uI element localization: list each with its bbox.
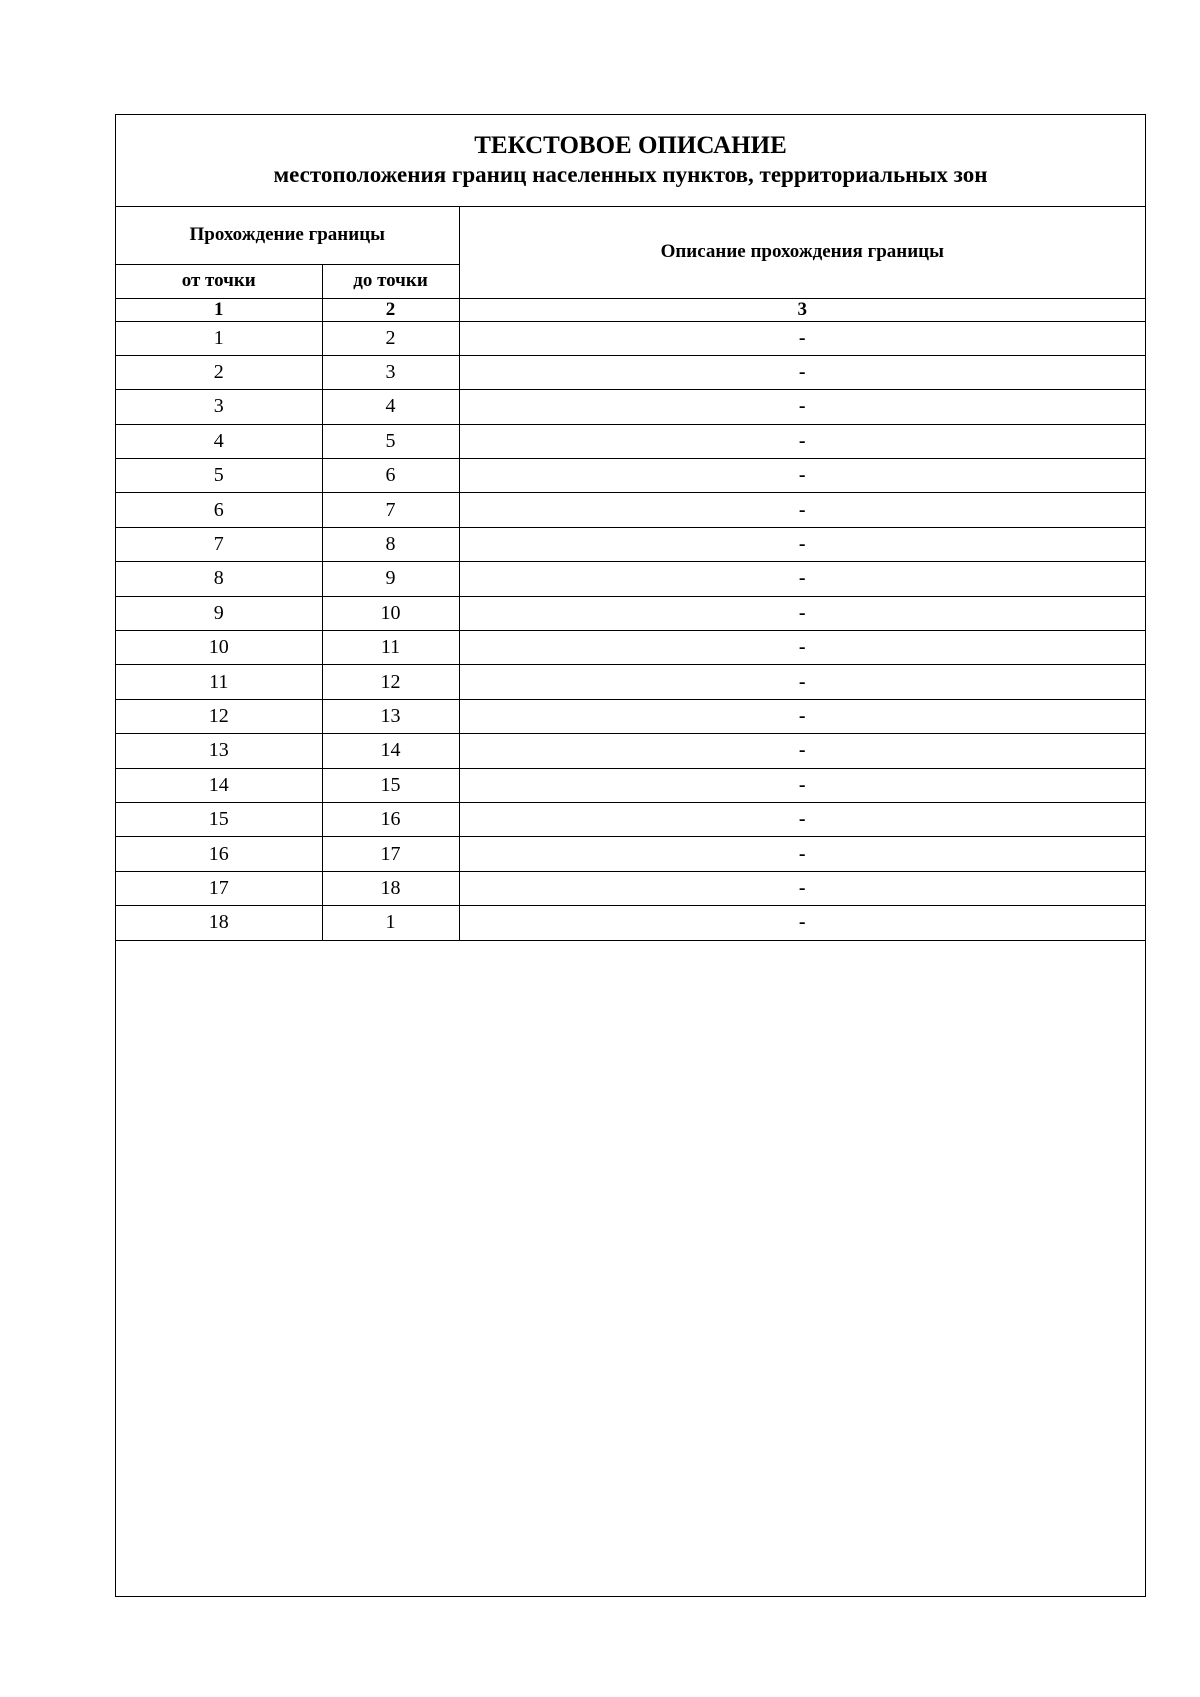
description-cell: - <box>459 562 1145 596</box>
boundary-table <box>116 207 1145 941</box>
table-row <box>116 631 1145 665</box>
from-point-cell: 1 <box>116 321 322 355</box>
to-point-cell: 9 <box>322 562 459 596</box>
from-point-cell: 17 <box>116 871 322 905</box>
from-point-cell: 12 <box>116 699 322 733</box>
from-point-cell: 4 <box>116 424 322 458</box>
header-to-point: до точки <box>322 264 459 298</box>
document-frame <box>115 114 1146 1597</box>
from-point-cell: 3 <box>116 390 322 424</box>
description-cell: - <box>459 871 1145 905</box>
column-number-row <box>116 298 1145 321</box>
table-row <box>116 527 1145 561</box>
header-boundary-passage: Прохождение границы <box>116 207 459 264</box>
table-row <box>116 802 1145 836</box>
table-row <box>116 734 1145 768</box>
description-cell: - <box>459 424 1145 458</box>
table-row <box>116 562 1145 596</box>
from-point-cell: 8 <box>116 562 322 596</box>
to-point-cell: 12 <box>322 665 459 699</box>
to-point-cell: 18 <box>322 871 459 905</box>
description-cell: - <box>459 837 1145 871</box>
table-row <box>116 906 1145 940</box>
to-point-cell: 8 <box>322 527 459 561</box>
to-point-cell: 5 <box>322 424 459 458</box>
description-cell: - <box>459 699 1145 733</box>
from-point-cell: 15 <box>116 802 322 836</box>
description-cell: - <box>459 802 1145 836</box>
to-point-cell: 11 <box>322 631 459 665</box>
from-point-cell: 9 <box>116 596 322 630</box>
description-cell: - <box>459 459 1145 493</box>
document-subtitle: местоположения границ населенных пунктов, территориальных зон <box>273 162 988 187</box>
title-block <box>116 115 1145 207</box>
table-row <box>116 596 1145 630</box>
from-point-cell: 18 <box>116 906 322 940</box>
to-point-cell: 3 <box>322 355 459 389</box>
from-point-cell: 10 <box>116 631 322 665</box>
table-row <box>116 699 1145 733</box>
table-body <box>116 298 1145 940</box>
description-cell: - <box>459 734 1145 768</box>
to-point-cell: 16 <box>322 802 459 836</box>
from-point-cell: 6 <box>116 493 322 527</box>
from-point-cell: 7 <box>116 527 322 561</box>
document-title: ТЕКСТОВОЕ ОПИСАНИЕ <box>474 132 787 159</box>
description-cell: - <box>459 355 1145 389</box>
description-cell: - <box>459 631 1145 665</box>
to-point-cell: 7 <box>322 493 459 527</box>
table-row <box>116 837 1145 871</box>
column-number: 1 <box>116 298 322 321</box>
to-point-cell: 17 <box>322 837 459 871</box>
to-point-cell: 13 <box>322 699 459 733</box>
description-cell: - <box>459 527 1145 561</box>
description-cell: - <box>459 768 1145 802</box>
table-row <box>116 459 1145 493</box>
description-cell: - <box>459 321 1145 355</box>
table-row <box>116 390 1145 424</box>
table-row <box>116 768 1145 802</box>
table-row <box>116 321 1145 355</box>
header-description: Описание прохождения границы <box>459 207 1145 298</box>
table-row <box>116 665 1145 699</box>
description-cell: - <box>459 906 1145 940</box>
from-point-cell: 16 <box>116 837 322 871</box>
to-point-cell: 1 <box>322 906 459 940</box>
column-number: 2 <box>322 298 459 321</box>
to-point-cell: 14 <box>322 734 459 768</box>
table-row <box>116 493 1145 527</box>
from-point-cell: 11 <box>116 665 322 699</box>
to-point-cell: 6 <box>322 459 459 493</box>
column-number: 3 <box>459 298 1145 321</box>
to-point-cell: 15 <box>322 768 459 802</box>
to-point-cell: 2 <box>322 321 459 355</box>
to-point-cell: 4 <box>322 390 459 424</box>
from-point-cell: 14 <box>116 768 322 802</box>
header-from-point: от точки <box>116 264 322 298</box>
from-point-cell: 5 <box>116 459 322 493</box>
description-cell: - <box>459 665 1145 699</box>
table-row <box>116 424 1145 458</box>
table-row <box>116 871 1145 905</box>
description-cell: - <box>459 493 1145 527</box>
from-point-cell: 13 <box>116 734 322 768</box>
to-point-cell: 10 <box>322 596 459 630</box>
description-cell: - <box>459 596 1145 630</box>
table-row <box>116 355 1145 389</box>
from-point-cell: 2 <box>116 355 322 389</box>
description-cell: - <box>459 390 1145 424</box>
